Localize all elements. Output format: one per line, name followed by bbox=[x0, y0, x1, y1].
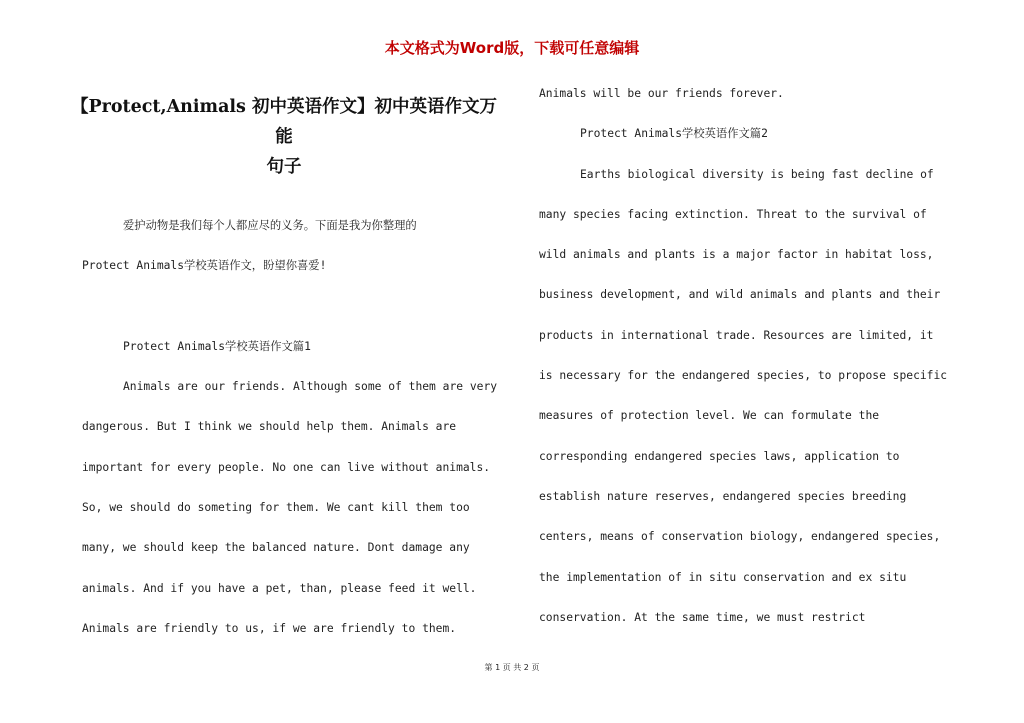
essay1-line: animals. And if you have a pet, than, please feed it well. bbox=[82, 581, 477, 595]
essay2-line: wild animals and plants is a major factor in habitat loss, bbox=[539, 248, 934, 262]
essay2-line: is necessary for the endangered species, to propose specific bbox=[539, 369, 948, 383]
paragraph-spacer bbox=[82, 287, 512, 327]
essay1-line: Animals are our friends. Although some of them are very bbox=[123, 380, 498, 394]
document-title bbox=[68, 92, 500, 182]
essay2-line: establish nature reserves, endangered species breeding bbox=[539, 489, 907, 503]
essay1-line: dangerous. But I think we should help them. Animals are bbox=[82, 420, 457, 434]
essay1-line: important for every people. No one can live without animals. bbox=[82, 460, 491, 474]
essay2-line: business development, and wild animals and plants and their bbox=[539, 288, 941, 302]
essay1-line: many, we should keep the balanced nature. Dont damage any bbox=[82, 541, 470, 555]
page-number: 第 1 页 共 2 页 bbox=[484, 663, 540, 672]
title-line-1: 【Protect,Animals 初中英语作文】初中英语作文万能 bbox=[71, 97, 497, 147]
essay2-line: corresponding endangered species laws, application to bbox=[539, 449, 900, 463]
essay2-heading: Protect Animals学校英语作文篇2 bbox=[580, 127, 768, 141]
essay2-line: products in international trade. Resources are limited, it bbox=[539, 328, 934, 342]
intro-line: Protect Animals学校英语作文，盼望你喜爱! bbox=[82, 259, 327, 273]
essay2-line: centers, means of conservation biology, endangered species, bbox=[539, 530, 941, 544]
essay2-line: conservation. At the same time, we must restrict bbox=[539, 610, 866, 624]
intro-line: 爱护动物是我们每个人都应尽的义务。下面是我为你整理的 bbox=[123, 219, 417, 232]
essay2-line: Earths biological diversity is being fast decline of bbox=[580, 167, 934, 181]
essay2-line: the implementation of in situ conservation and ex situ bbox=[539, 570, 907, 584]
title-line-2: 句子 bbox=[266, 157, 302, 177]
left-column bbox=[82, 206, 512, 649]
right-column bbox=[539, 74, 959, 638]
essay1-heading: Protect Animals学校英语作文篇1 bbox=[123, 339, 311, 353]
essay1-line: So, we should do someting for them. We cant kill them too bbox=[82, 501, 470, 515]
essay2-line: measures of protection level. We can formulate the bbox=[539, 409, 880, 423]
essay2-line: many species facing extinction. Threat to the survival of bbox=[539, 207, 927, 221]
essay1-continuation: Animals will be our friends forever. bbox=[539, 87, 784, 100]
download-banner: 本文格式为Word版，下载可任意编辑 bbox=[384, 39, 640, 57]
essay1-line: Animals are friendly to us, if we are friendly to them. bbox=[82, 621, 457, 635]
